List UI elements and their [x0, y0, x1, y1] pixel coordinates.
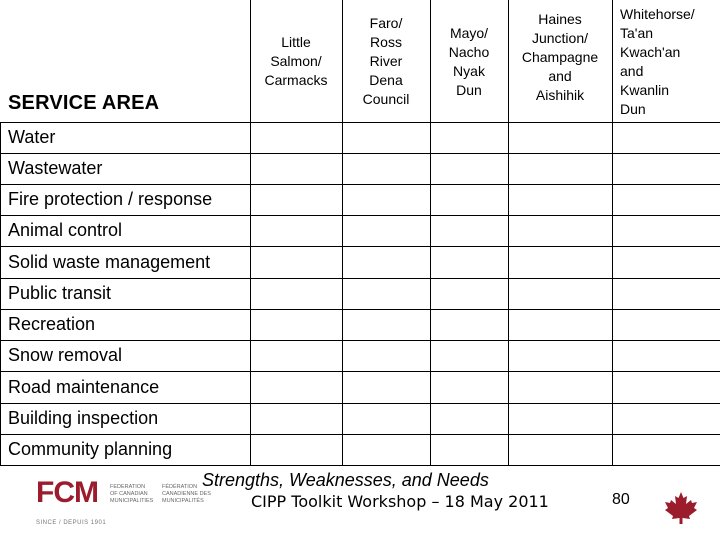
column-header-line: Aishihik [535, 87, 585, 103]
row-label-community-planning: Community planning [8, 439, 173, 459]
column-header-line: Whitehorse/ [620, 6, 695, 22]
row-label-building-inspection: Building inspection [8, 408, 159, 428]
row-label-animal-control: Animal control [8, 220, 123, 240]
service-area-label: SERVICE AREA [8, 92, 160, 114]
fcm-logo [36, 474, 216, 518]
page-number: 80 [612, 491, 630, 508]
column-header-line: Nacho [448, 44, 490, 60]
column-header-faro [342, 14, 430, 109]
row-label-public-transit: Public transit [8, 283, 112, 303]
column-header-mayo [430, 24, 508, 100]
row-label-snow-removal: Snow removal [8, 345, 123, 365]
logo-en-line: FEDERATION [110, 484, 146, 490]
column-header-line: River [369, 53, 403, 69]
row-label-fire-protection: Fire protection / response [8, 189, 213, 209]
column-header-line: Dena [369, 72, 403, 88]
column-header-whitehorse [612, 5, 720, 119]
column-header-haines-junction [508, 10, 612, 105]
column-header-line: Faro/ [369, 15, 403, 31]
column-header-line: and [548, 68, 572, 84]
logo-fr-line: MUNICIPALITÉS [162, 498, 204, 504]
logo-since: SINCE / DEPUIS 1901 [36, 520, 107, 526]
column-header-line: Nyak [453, 63, 485, 79]
row-label-wastewater: Wastewater [8, 158, 103, 178]
logo-fr-line: FÉDÉRATION [162, 484, 198, 490]
row-label-road-maintenance: Road maintenance [8, 377, 160, 397]
row-label-water: Water [8, 127, 56, 147]
column-header-line: Dun [456, 82, 482, 98]
maple-leaf-icon [663, 490, 699, 526]
column-header-line: Haines [538, 11, 582, 27]
column-header-line: Ross [370, 34, 402, 50]
column-header-line: Salmon/ [270, 53, 322, 69]
column-header-line: Champagne [521, 49, 599, 65]
column-header-line: Carmacks [264, 72, 328, 88]
logo-en-line: OF CANADIAN [110, 491, 148, 497]
column-header-line: Kwanlin [620, 82, 670, 98]
column-header-line: and [620, 63, 644, 79]
column-header-line: Kwach'an [620, 44, 681, 60]
column-header-line: Junction/ [531, 30, 589, 46]
column-header-line: Little [281, 34, 311, 50]
slide-title: Strengths, Weaknesses, and Needs [202, 470, 489, 490]
column-header-line: Ta'an [620, 25, 654, 41]
logo-fr-line: CANADIENNE DES [162, 491, 211, 497]
column-header-line: Mayo/ [449, 25, 489, 41]
column-header-line: Dun [620, 101, 646, 117]
column-header-little-salmon [250, 33, 342, 90]
fcm-logo-mark: FCM [36, 476, 98, 509]
row-label-solid-waste: Solid waste management [8, 252, 211, 272]
row-label-recreation: Recreation [8, 314, 96, 334]
logo-en-line: MUNICIPALITIES [110, 498, 154, 504]
column-header-line: Council [362, 91, 410, 107]
slide-subtitle: CIPP Toolkit Workshop – 18 May 2011 [251, 492, 549, 511]
